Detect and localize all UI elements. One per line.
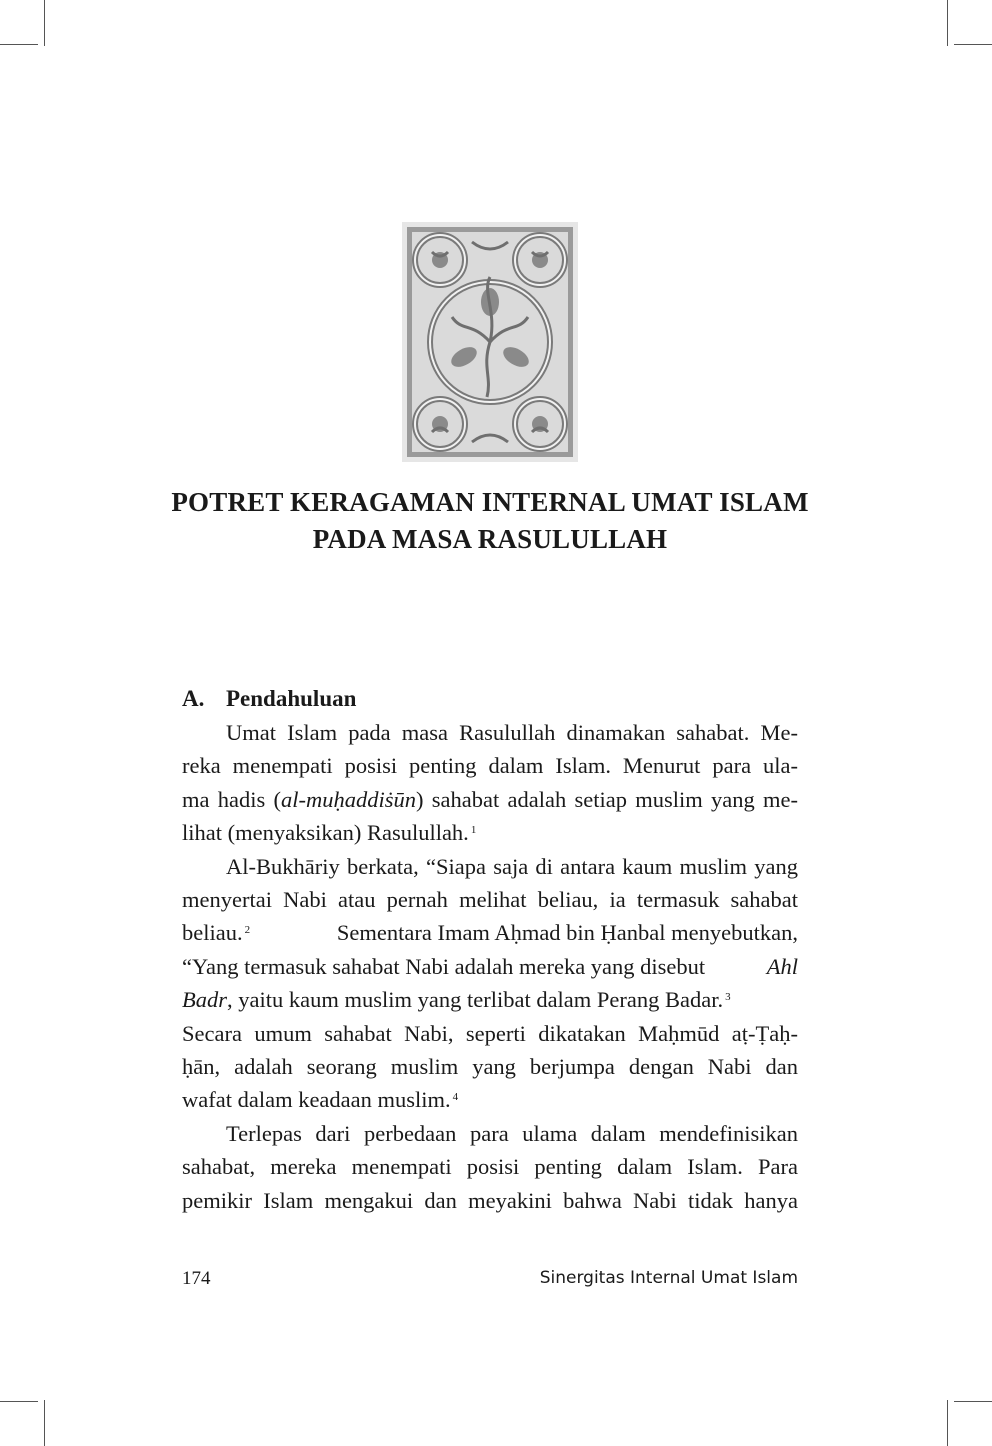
text-line: menyertai Nabi atau pernah melihat beliau, ia termasuk sahabat (182, 887, 798, 913)
crop-mark (954, 1401, 992, 1402)
crop-mark (0, 44, 38, 45)
crop-mark (0, 1401, 38, 1402)
text-line: reka menempati posisi penting dalam Islam. Menurut para ula- (182, 753, 798, 779)
chapter-title (150, 484, 830, 558)
footnote-ref: 1 (470, 824, 477, 837)
section-heading-text: Pendahuluan (226, 686, 357, 711)
text-line: ma hadis (al-muḥaddiṡūn) sahabat adalah setiap muslim yang me- (182, 786, 798, 812)
chapter-title-line: PADA MASA RASULULLAH (312, 524, 668, 554)
footnote-ref: 2 (244, 924, 251, 937)
transliterated-term: al-muḥaddiṡūn (281, 786, 417, 812)
footnote-ref: 3 (725, 991, 731, 1004)
text-line: sahabat, mereka menempati posisi penting dalam Islam. Para (182, 1154, 798, 1180)
footnote-ref: 4 (452, 1091, 459, 1104)
text-line: Terlepas dari perbedaan para ulama dalam mendefinisikan (226, 1120, 798, 1146)
arabesque-floral-ornament-icon (402, 222, 578, 462)
crop-mark (947, 1400, 948, 1446)
text-line: “Yang termasuk sahabat Nabi adalah mereka yang disebut Ahl (182, 953, 798, 979)
running-title: Sinergitas Internal Umat Islam (539, 1268, 798, 1288)
text-line: ḥān, adalah seorang muslim yang berjumpa dengan Nabi dan (182, 1054, 798, 1080)
text-line: Umat Islam pada masa Rasulullah dinamakan sahabat. Me- (226, 720, 798, 745)
section-number: A. (182, 686, 205, 711)
text-line: beliau. $^2$ Sementara Imam Aḥmad bin Ḥanbal menyebutkan, (182, 920, 798, 946)
text-line: lihat (menyaksikan) Rasulullah. $^1$ (182, 816, 798, 849)
text-line: Secara umum sahabat Nabi, seperti dikatakan Maḥmūd aṭ-Ṭaḥ- (182, 1020, 798, 1046)
text-line: wafat dalam keadaan muslim. $^4$ (182, 1083, 798, 1116)
text-line: pemikir Islam mengakui dan meyakini bahwa Nabi tidak hanya (182, 1187, 798, 1213)
page-number: 174 (182, 1268, 211, 1289)
chapter-title-line: POTRET KERAGAMAN INTERNAL UMAT ISLAM (171, 487, 809, 517)
text-line: Al-Bukhāriy berkata, “Siapa saja di antara kaum muslim yang (226, 853, 798, 879)
text-line: Badr , yaitu kaum muslim yang terlibat dalam Perang Badar. $^3$ (182, 983, 798, 1016)
crop-mark (954, 44, 992, 45)
section-heading (182, 686, 356, 712)
crop-mark (44, 1400, 45, 1446)
body-text (182, 716, 798, 1217)
crop-mark (44, 0, 45, 46)
crop-mark (947, 0, 948, 46)
